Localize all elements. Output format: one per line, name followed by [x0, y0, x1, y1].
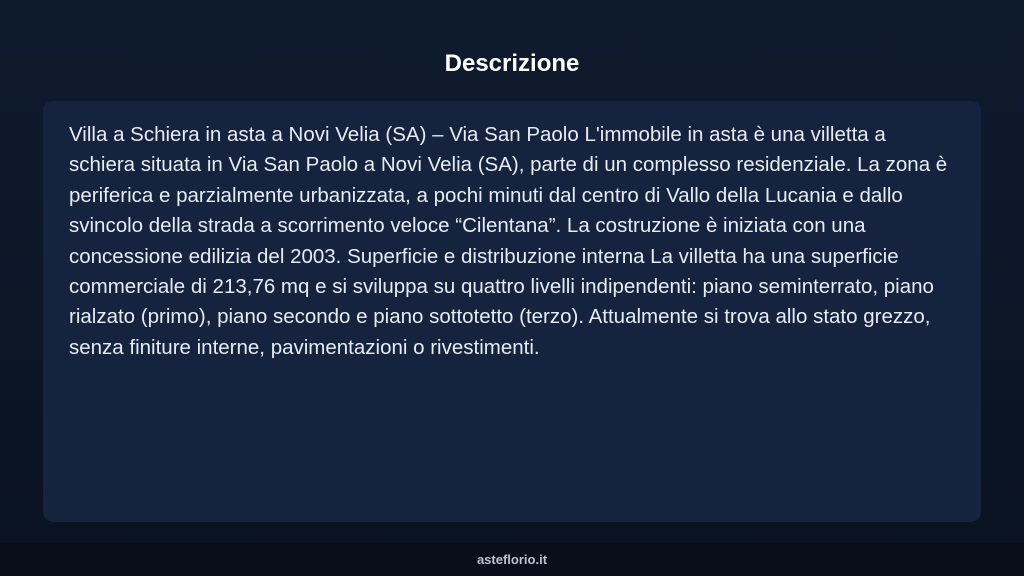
footer-site-link[interactable]: asteflorio.it: [476, 552, 548, 567]
footer-bar: [0, 543, 1024, 576]
page-title: Descrizione: [444, 50, 580, 77]
description-card: [43, 101, 981, 522]
description-text: Villa a Schiera in asta a Novi Velia (SA) – Via San Paolo L'immobile in asta è una villetta a schiera situata in Via San Paolo a Novi Velia (SA), parte di un complesso residenziale. La zona è periferica e parzialmente urbanizzata, a pochi minuti dal centro di Vallo della Lucania e dallo svincolo della strada a scorrimento veloce “Cilentana”. La costruzione è iniziata con una concessione edilizia del 2003. Superficie e distribuzione interna La villetta ha una superficie commerciale di 213,76 mq e si sviluppa su quattro livelli indipendenti: piano seminterrato, piano rialzato (primo), piano secondo e piano sottotetto (terzo). Attualmente si trova allo stato grezzo, senza finiture interne, pavimentazioni o rivestimenti.: [69, 123, 948, 359]
